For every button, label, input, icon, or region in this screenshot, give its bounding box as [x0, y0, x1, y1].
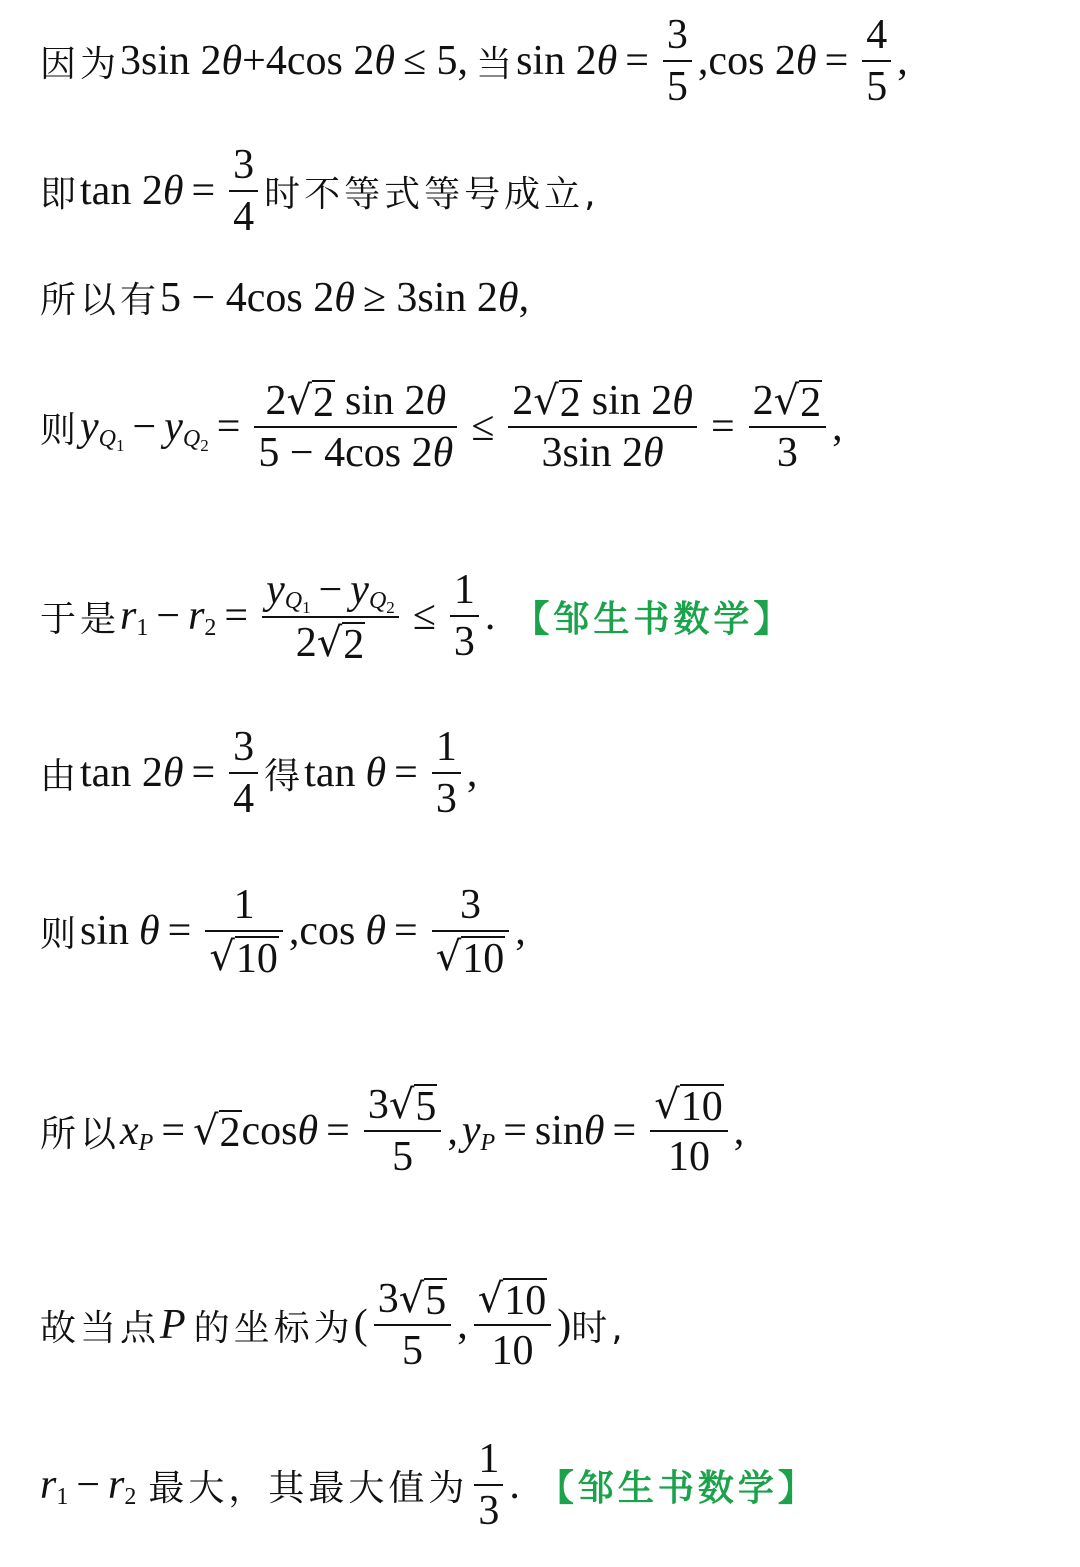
- fraction-bar: [364, 1130, 442, 1132]
- denominator: 10: [491, 1328, 534, 1374]
- subscript-q2: $Q_2$: [182, 425, 209, 455]
- numerator: 1: [478, 1436, 500, 1482]
- comma: ,: [897, 38, 908, 84]
- numerator: [650, 1082, 728, 1128]
- theta: θ: [795, 38, 817, 84]
- equals: =: [191, 750, 216, 796]
- text-max-value: 最大，其最大值为: [148, 1467, 469, 1509]
- sqrt: √ 10: [209, 934, 278, 982]
- expr-3sin: 3sin 2: [120, 38, 222, 84]
- fraction-main: [254, 378, 457, 476]
- line-6: [40, 724, 477, 822]
- denominator: 3: [435, 776, 457, 822]
- theta: θ: [221, 38, 243, 84]
- denominator: 3: [478, 1488, 500, 1534]
- equals: =: [216, 404, 241, 450]
- theta: θ: [162, 168, 184, 214]
- denominator: 2 √ 2: [295, 620, 365, 668]
- fraction-3root5-5: [364, 1082, 442, 1180]
- theta: θ: [139, 908, 160, 954]
- theta: θ: [162, 750, 184, 796]
- denominator: 5 − 4cos 2 θ: [258, 430, 454, 476]
- fraction-bar: [254, 426, 457, 428]
- var-y: y: [80, 404, 99, 450]
- subscript-1: 1: [136, 614, 149, 641]
- subscript-q1: $Q_1$: [98, 425, 125, 455]
- denominator: 5: [666, 64, 688, 110]
- expr-ge-3sin: ≥ 3sin 2: [362, 274, 498, 321]
- paren-open: (: [353, 1302, 368, 1348]
- line-10: [40, 1436, 818, 1534]
- text-dang: 当: [476, 43, 517, 85]
- expr-cos: cos: [241, 1108, 298, 1154]
- fraction-bar: [229, 190, 258, 192]
- point-p: P: [160, 1302, 186, 1348]
- denominator: 5: [866, 64, 888, 110]
- expr-cos2: ,cos 2: [697, 38, 796, 84]
- expr-sin: sin: [80, 908, 130, 954]
- fraction-1-3: [474, 1436, 503, 1534]
- sqrt: √ 5: [388, 1082, 437, 1130]
- equals: =: [625, 38, 649, 84]
- fraction-bound: [508, 378, 697, 476]
- subscript-p: P: [138, 1129, 154, 1156]
- text-ji: 即: [40, 173, 81, 215]
- denominator: [205, 934, 283, 980]
- numerator: [474, 1276, 552, 1322]
- fraction-root10-10: [474, 1276, 552, 1374]
- fraction-root10-10: [650, 1082, 728, 1180]
- expr-tan: tan: [304, 750, 356, 796]
- text-yinwei: 因为: [40, 43, 121, 85]
- expr-4cos: +4cos 2: [242, 38, 375, 84]
- watermark-tag: 【邹生书数学】: [513, 598, 794, 640]
- text-suoyiyou: 所以有: [40, 280, 161, 321]
- text-coordinates: 的坐标为: [193, 1307, 354, 1349]
- expr-le-5: ≤ 5,: [403, 38, 469, 84]
- sqrt: √ 10: [477, 1276, 547, 1324]
- theta: θ: [374, 38, 395, 84]
- text-gudangdian: 故当点: [40, 1307, 161, 1349]
- fraction-1-3: [432, 724, 461, 822]
- fraction-bar: [749, 426, 827, 428]
- line-1: [40, 12, 908, 110]
- text-de: 得: [264, 755, 305, 797]
- text-you: 由: [40, 755, 81, 797]
- subscript-2: 2: [124, 1483, 137, 1510]
- numerator: 4: [866, 12, 888, 58]
- less-equal: ≤: [412, 593, 436, 639]
- numerator: 1: [435, 724, 457, 770]
- line-9: [40, 1276, 627, 1374]
- numerator: 3: [233, 142, 255, 188]
- fraction-bar: [862, 60, 891, 62]
- line-4: [40, 378, 843, 476]
- theta: θ: [583, 1108, 605, 1154]
- var-r: r: [108, 1462, 125, 1508]
- subscript-p: P: [480, 1129, 496, 1156]
- fraction-bar: [432, 930, 510, 932]
- text-ze: 则: [40, 913, 81, 955]
- fraction-bar: [374, 1324, 452, 1326]
- line-3: [40, 272, 529, 323]
- equals: =: [224, 593, 249, 639]
- equals: =: [191, 168, 216, 214]
- minus: −: [156, 593, 181, 639]
- text-ze: 则: [40, 409, 81, 451]
- fraction-bar: [205, 930, 283, 932]
- sqrt: √ 2: [316, 620, 365, 668]
- theta: θ: [596, 38, 618, 84]
- var-r: r: [188, 593, 205, 639]
- var-r: r: [40, 1462, 57, 1508]
- var-x: x: [120, 1108, 139, 1154]
- expr-tan2: tan 2: [80, 750, 163, 796]
- comma: ,: [832, 404, 843, 450]
- theta: θ: [297, 1108, 319, 1154]
- fraction-bar: [508, 426, 697, 428]
- expr-sin: sin: [534, 1108, 584, 1154]
- denominator: 4: [233, 776, 255, 822]
- line-2: [40, 142, 600, 240]
- line-7: [40, 882, 526, 980]
- fraction-3-5: [663, 12, 692, 110]
- minus: −: [76, 1462, 101, 1508]
- theta: θ: [365, 908, 386, 954]
- period: .: [509, 1462, 520, 1508]
- paren-close: ): [557, 1302, 572, 1348]
- line-8: [40, 1082, 744, 1180]
- fraction-3-root10: [432, 882, 510, 980]
- equals: =: [326, 1108, 350, 1154]
- equals: =: [167, 908, 192, 954]
- subscript-2: 2: [204, 614, 217, 641]
- comma: ,: [515, 908, 526, 954]
- line-5: [40, 566, 793, 666]
- sqrt: √ 5: [398, 1276, 447, 1324]
- fraction-bar: [474, 1484, 503, 1486]
- equals: =: [394, 908, 418, 954]
- numerator: 3: [666, 12, 688, 58]
- denominator: 3: [453, 619, 475, 665]
- numerator: 3: [459, 882, 481, 928]
- numerator: 3 √ 5: [377, 1276, 447, 1324]
- numerator: 2 √ 2 sin 2 θ: [265, 378, 447, 426]
- denominator: 5: [401, 1328, 423, 1374]
- fraction-bar: [663, 60, 692, 62]
- equals: =: [710, 404, 735, 450]
- fraction-bar: [650, 1130, 728, 1132]
- fraction-2root2-3: [749, 378, 827, 476]
- fraction-3-4: [229, 724, 258, 822]
- denominator: 4: [233, 194, 255, 240]
- fraction-yq-diff: [262, 566, 399, 666]
- theta: θ: [334, 274, 355, 321]
- numerator: 2 √ 2: [752, 378, 822, 426]
- subscript-1: 1: [56, 1483, 69, 1510]
- equals: =: [394, 750, 418, 796]
- sqrt: √ 10: [435, 934, 505, 982]
- period: .: [484, 593, 496, 639]
- var-y: y: [461, 1108, 481, 1154]
- text-yushi: 于是: [40, 598, 121, 640]
- denominator: 3: [776, 430, 798, 476]
- numerator: 1: [453, 567, 475, 613]
- var-r: r: [120, 593, 137, 639]
- fraction-1-root10: [205, 882, 283, 980]
- fraction-bar: [450, 615, 479, 617]
- fraction-bar: [432, 772, 461, 774]
- numerator: 2 √ 2 sin 2 θ: [512, 378, 693, 426]
- var-y: y: [164, 404, 183, 450]
- fraction-3-4: [229, 142, 258, 240]
- expr-sin2: sin 2: [516, 38, 597, 84]
- sqrt: √ 2: [286, 378, 334, 426]
- comma: ,: [733, 1108, 745, 1154]
- equals: =: [503, 1108, 527, 1154]
- text-equality-holds: 时不等式等号成立,: [264, 173, 600, 215]
- sqrt: √ 10: [654, 1082, 723, 1130]
- equals: =: [612, 1108, 637, 1154]
- denominator: 3sin 2 θ: [541, 430, 664, 476]
- numerator: 3: [233, 724, 255, 770]
- text-suoyi: 所以: [40, 1113, 121, 1155]
- fraction-bar: [229, 772, 258, 774]
- numerator: y $Q_1$ − y $Q_2$: [266, 567, 395, 617]
- theta: θ: [497, 274, 519, 321]
- numerator: 3 √ 5: [367, 1082, 437, 1130]
- theta: θ: [365, 750, 387, 796]
- denominator: [432, 934, 510, 980]
- numerator: 1: [233, 882, 255, 928]
- sqrt: √ 2: [773, 378, 822, 426]
- comma: ,: [466, 750, 478, 796]
- fraction-3root5-5: [374, 1276, 452, 1374]
- text-shi: 时,: [571, 1307, 627, 1349]
- sqrt-2: √ 2: [193, 1108, 241, 1156]
- fraction-bar: [474, 1324, 552, 1326]
- comma: ,: [457, 1302, 468, 1348]
- comma: ,: [518, 274, 530, 321]
- less-equal: ≤: [471, 404, 495, 450]
- expr-5-4cos: 5 − 4cos 2: [160, 274, 335, 321]
- expr-tan2: tan 2: [80, 168, 163, 214]
- denominator: 5: [392, 1134, 414, 1180]
- equals: =: [161, 1108, 186, 1154]
- comma: ,: [447, 1108, 458, 1154]
- sqrt: √ 2: [533, 378, 581, 426]
- fraction-1-3: [450, 567, 479, 665]
- minus: −: [132, 404, 157, 450]
- watermark-tag: 【邹生书数学】: [537, 1467, 818, 1509]
- fraction-4-5: [862, 12, 891, 110]
- expr-cos: ,cos: [288, 908, 356, 954]
- equals: =: [824, 38, 849, 84]
- denominator: 10: [667, 1134, 710, 1180]
